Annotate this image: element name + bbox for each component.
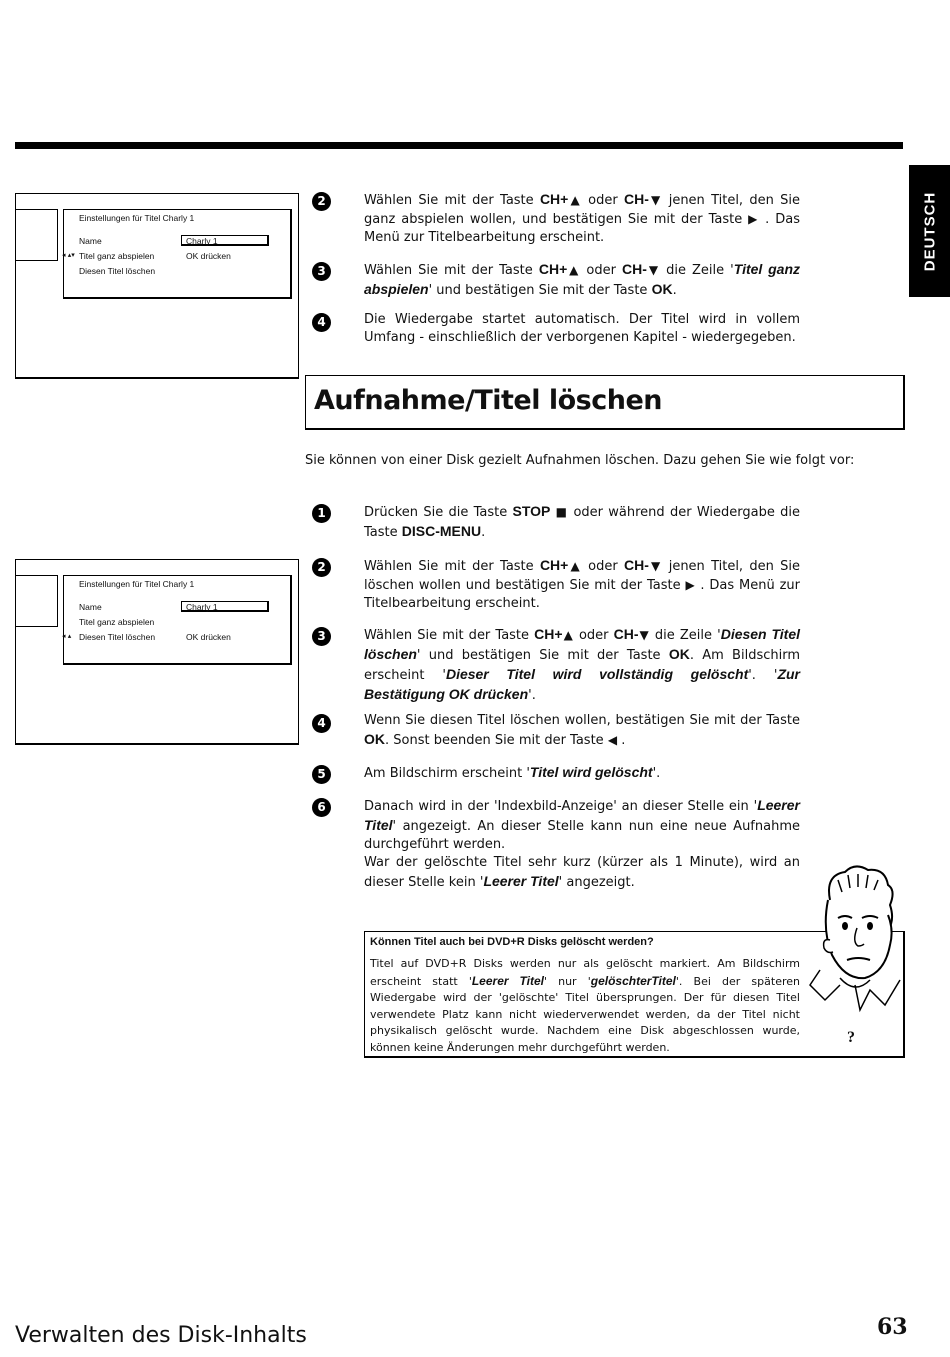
- step-text: Wählen Sie mit der Taste CH+▲ oder CH-▼ jenen Titel, den Sie ganz abspielen wollen, und bestätigen Sie mit der Taste ▶ . Das Menü zur Titelbearbeitung erscheint.: [364, 191, 800, 245]
- step-text: Wählen Sie mit der Taste CH+▲ oder CH-▼ jenen Titel, den Sie löschen wollen und bestätigen Sie mit der Taste ▶ . Das Menü zur Titelbearbeitung erscheint.: [364, 557, 801, 611]
- screen-slot: [15, 575, 58, 627]
- panel-row-delete: Diesen Titel löschen: [79, 266, 156, 276]
- step-text: Wählen Sie mit der Taste CH+▲ oder CH-▼ die Zeile 'Diesen Titel löschen' und bestätigen Sie mit der Taste OK. Am Bildschirm erscheint 'Dieser Titel wird vollständig gelöscht'. 'Zur Bestätigung OK drücken'.: [364, 626, 801, 703]
- step-item: [312, 262, 802, 302]
- page-number: 63: [877, 1314, 908, 1340]
- step-number: 3: [312, 627, 331, 646]
- panel-name-label: Name: [79, 602, 102, 612]
- panel-name-field: Charly 1: [181, 235, 269, 246]
- panel-name-field: Charly 1: [181, 601, 269, 612]
- step-text: Die Wiedergabe startet automatisch. Der Titel wird in vollem Umfang - einschließlich der verborgenen Kapitel - wiedergegeben.: [364, 312, 800, 345]
- panel-row-delete: Diesen Titel löschen: [79, 632, 156, 642]
- panel-row-play: Titel ganz abspielen: [79, 251, 155, 261]
- thinking-face-illustration-icon: [800, 860, 905, 1025]
- selection-cursor-icon: ◂ ▴: [62, 632, 72, 640]
- section-heading: Aufnahme/Titel löschen: [314, 385, 663, 416]
- screen-mockup-play: [15, 193, 299, 379]
- screen-mockup-delete: [15, 559, 299, 745]
- step-number: 4: [312, 714, 331, 733]
- step-item: [312, 313, 802, 353]
- settings-panel: [63, 575, 292, 665]
- step-item: [312, 714, 802, 754]
- step-number: 4: [312, 313, 331, 332]
- question-mark: ?: [847, 1029, 855, 1046]
- top-rule: [15, 142, 903, 149]
- language-tab: [909, 165, 950, 297]
- step-item: [312, 558, 802, 618]
- step-item: [312, 798, 802, 888]
- step-text: Am Bildschirm erscheint 'Titel wird gelöscht'.: [364, 764, 661, 781]
- step-number: 6: [312, 798, 331, 817]
- step-number: 3: [312, 262, 331, 281]
- step-item: [312, 765, 802, 787]
- settings-panel: [63, 209, 292, 299]
- step-item: [312, 627, 802, 707]
- panel-title: Einstellungen für Titel Charly 1: [79, 579, 195, 589]
- step-number: 2: [312, 192, 331, 211]
- faq-heading: Können Titel auch bei DVD+R Disks gelöscht werden?: [370, 936, 654, 948]
- step-text: Drücken Sie die Taste STOP ■ oder während der Wiedergabe die Taste DISC-MENU.: [364, 503, 800, 540]
- step-item: [312, 192, 802, 252]
- step-text: Wenn Sie diesen Titel löschen wollen, bestätigen Sie mit der Taste OK. Sonst beenden Sie mit der Taste ◀ .: [364, 713, 800, 748]
- step-number: 2: [312, 558, 331, 577]
- language-tab-label: DEUTSCH: [921, 191, 939, 271]
- footer-section-title: Verwalten des Disk-Inhalts: [15, 1323, 307, 1348]
- panel-row-play-value: OK drücken: [186, 251, 231, 261]
- panel-row-play: Titel ganz abspielen: [79, 617, 155, 627]
- step-item: [312, 504, 802, 544]
- step-number: 5: [312, 765, 331, 784]
- step-text: Wählen Sie mit der Taste CH+▲ oder CH-▼ die Zeile 'Titel ganz abspielen' und bestätigen Sie mit der Taste OK.: [364, 261, 800, 298]
- panel-title: Einstellungen für Titel Charly 1: [79, 213, 195, 223]
- section-heading-box: [305, 375, 905, 430]
- panel-name-label: Name: [79, 236, 102, 246]
- step-number: 1: [312, 504, 331, 523]
- screen-slot: [15, 209, 58, 261]
- panel-row-delete-value: OK drücken: [186, 632, 231, 642]
- faq-text: Titel auf DVD+R Disks werden nur als gelöscht markiert. Am Bildschirm erscheint statt 'Leerer Titel' nur 'gelöschterTitel'. Bei der späteren Wiedergabe wird der 'gelöschte' Titel übersprungen. Der für diesen Titel verwendete Platz kann nicht wiederverwendet werden, da der Titel nicht physikalisch gelöscht wurde. Nachdem eine Disk abgeschlossen wurde, können keine Änderungen mehr durchgeführt werden.: [370, 957, 800, 1054]
- selection-cursor-icon: ◂ ▴▾: [62, 251, 75, 259]
- step-text: Danach wird in der 'Indexbild-Anzeige' an dieser Stelle ein 'Leerer Titel' angezeigt. An dieser Stelle kann nun eine neue Aufnahme durchgeführt werden. War der gelöschte Titel sehr kurz (kürzer als 1 Minute), wird an dieser Stelle kein 'Leerer Titel' angezeigt.: [364, 797, 800, 890]
- intro-text: Sie können von einer Disk gezielt Aufnahmen löschen. Dazu gehen Sie wie folgt vor:: [305, 453, 855, 468]
